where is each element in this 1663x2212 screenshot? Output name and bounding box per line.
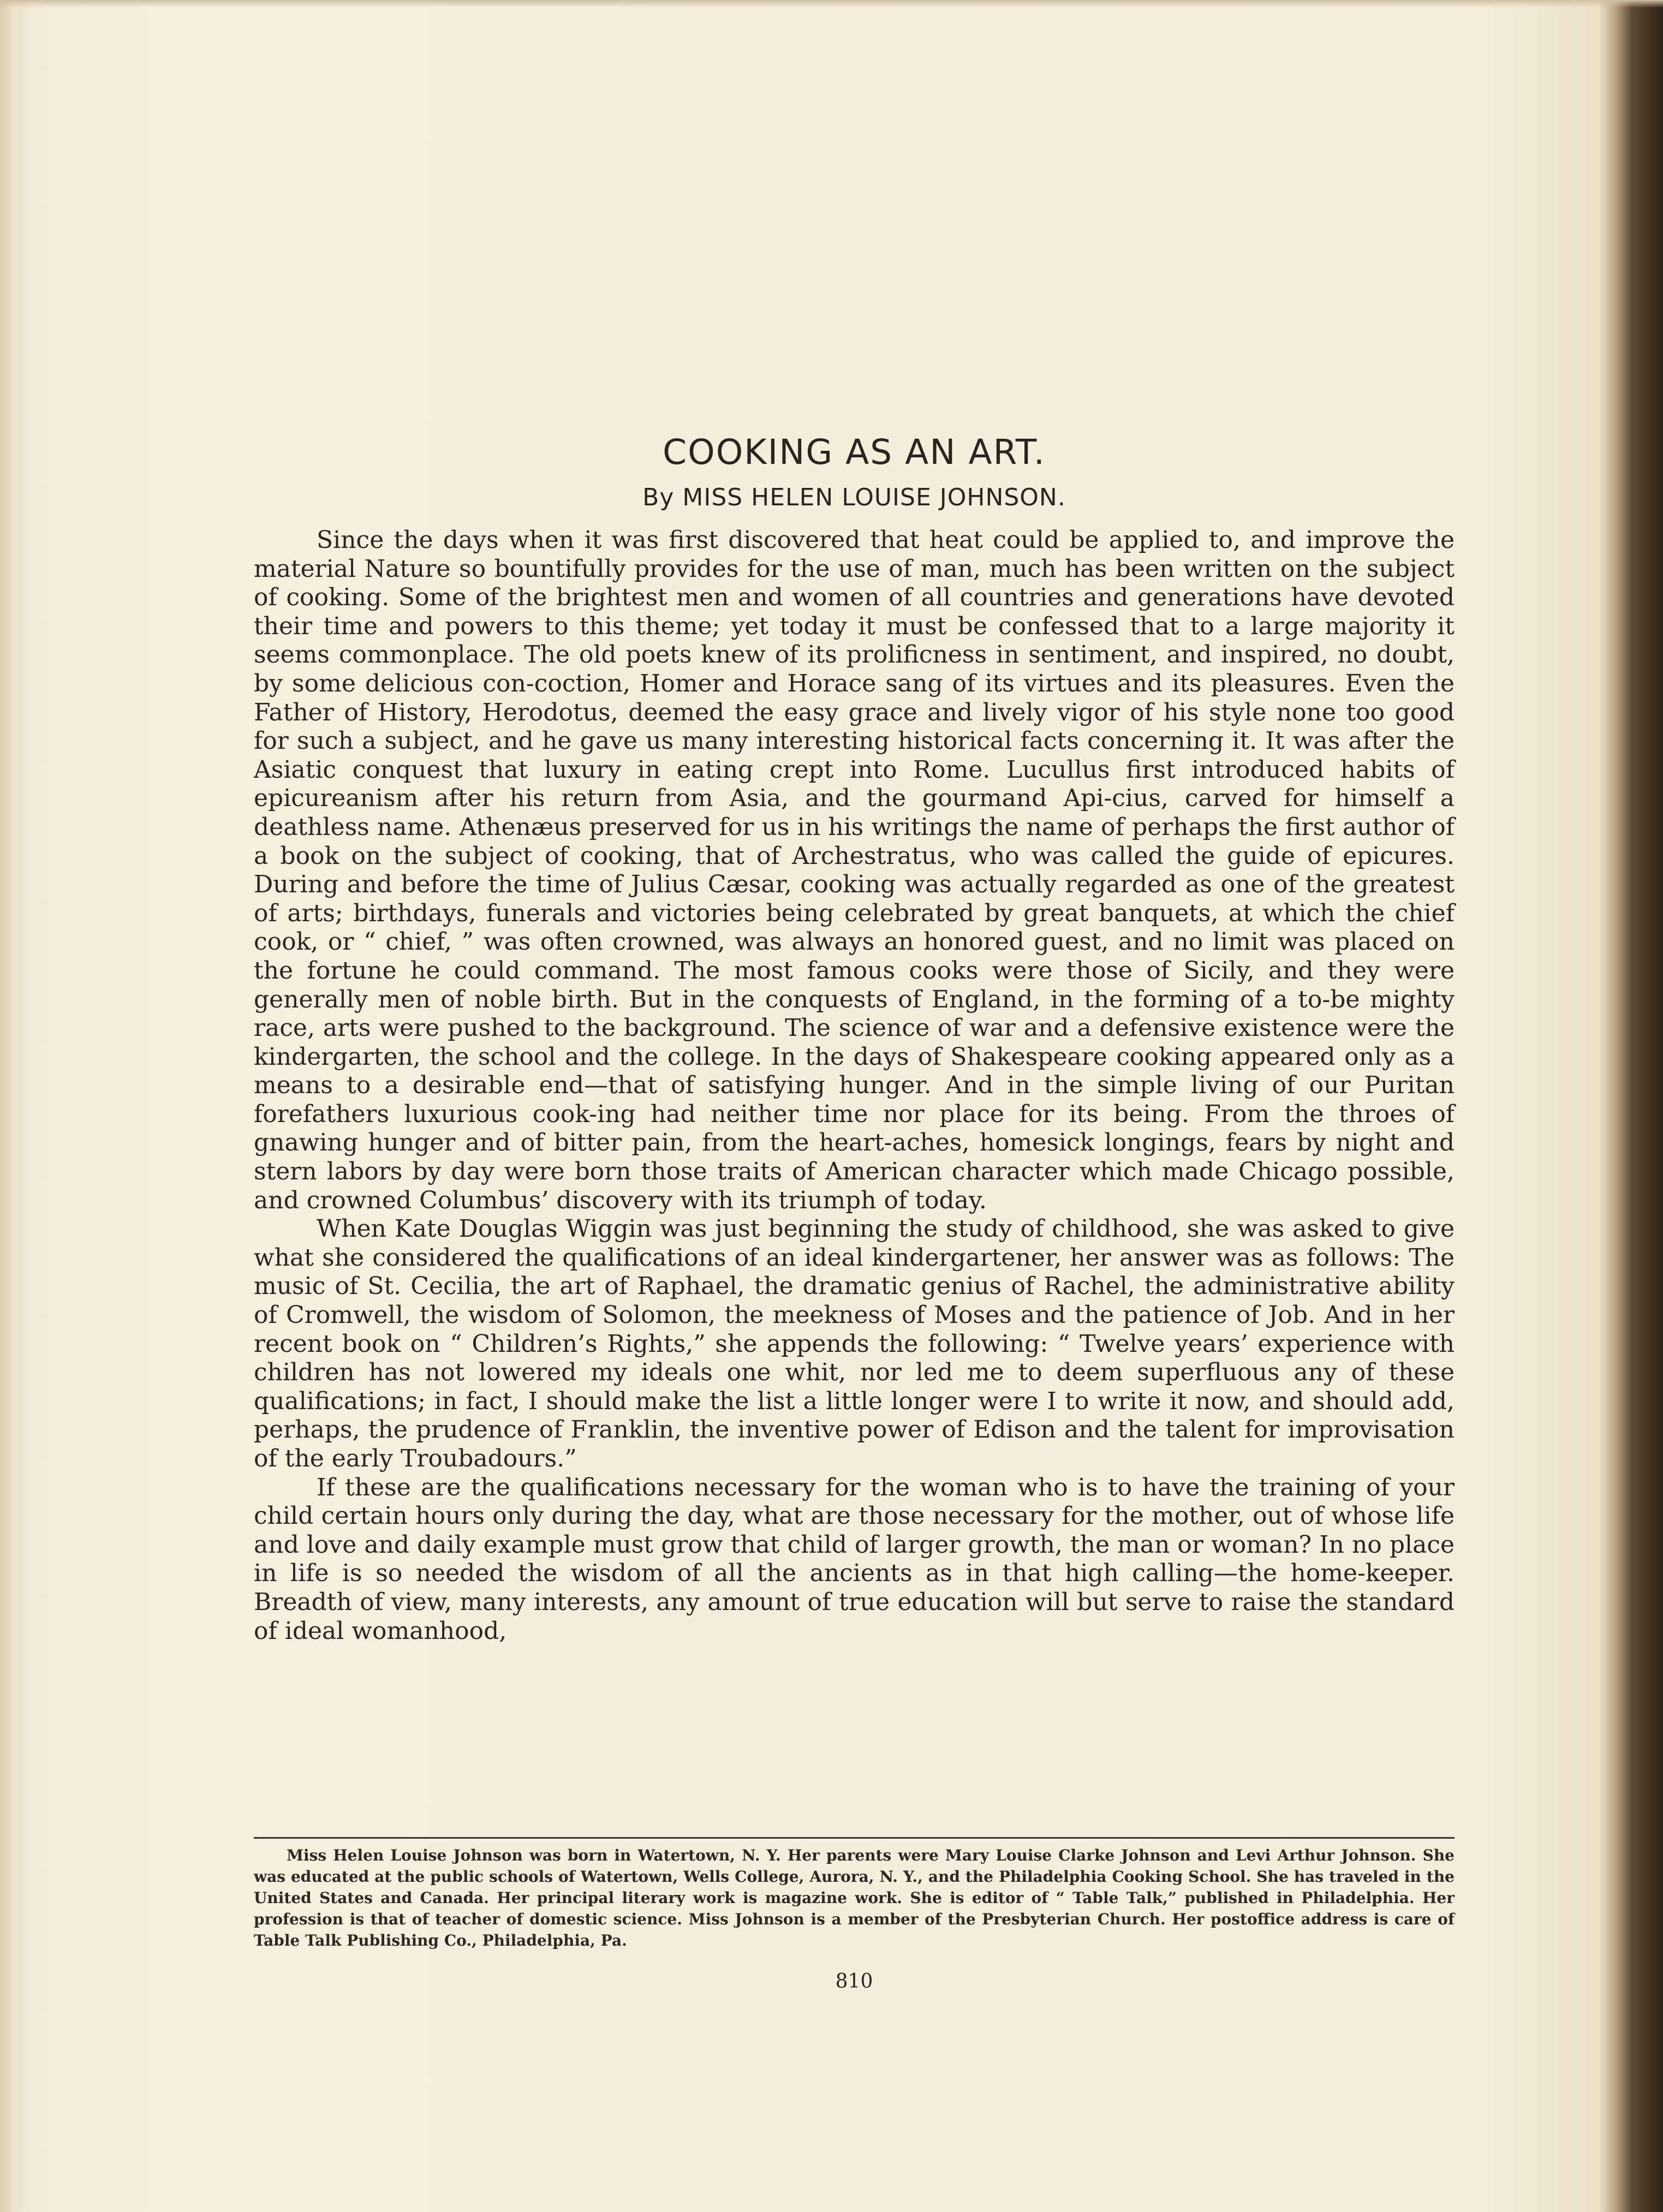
article-body [254,526,1455,1645]
footnote-divider [254,1837,1455,1839]
author-footnote: Miss Helen Louise Johnson was born in Watertown, N. Y. Her parents were Mary Louise Clarke Johnson and Levi Arthur Johnson. She was educated at the public schools of Watertown, Wells College, Aurora, N. Y., and the Philadelphia Cooking School. She has traveled in the United States and Canada. Her principal literary work is magazine work. She is editor of “ Table Talk,” published in Philadelphia. Her profession is that of teacher of domestic science. Miss Johnson is a member of the Presbyterian Church. Her postoffice address is care of Table Talk Publishing Co., Philadelphia, Pa. [254,1846,1455,1949]
article-byline: By MISS HELEN LOUISE JOHNSON. [642,484,1066,511]
page-top-shadow [0,0,1663,8]
page-number: 810 [835,1970,873,1993]
page-left-edge [0,0,12,2212]
paragraph-3: If these are the qualifications necessary for the woman who is to have the training of your child certain hours only during the day, what are those necessary for the mother, out of whose life and love and daily example must grow that child of larger growth, the man or woman? In no place in life is so needed the wisdom of all the ancients as in that high calling—the home-keeper. Breadth of view, many interests, any amount of true education will but serve to raise the standard of ideal womanhood, [254,1473,1455,1645]
paragraph-1: Since the days when it was first discovered that heat could be applied to, and improve the material Nature so bountifully provides for the use of man, much has been written on the subject of cooking. Some of the brightest men and women of all countries and generations have devoted their time and powers to this theme; yet today it must be confessed that to a large majority it seems commonplace. The old poets knew of its prolificness in sentiment, and inspired, no doubt, by some delicious con-coction, Homer and Horace sang of its virtues and its pleasures. Even the Father of History, Herodotus, deemed the easy grace and lively vigor of his style none too good for such a subject, and he gave us many interesting historical facts concerning it. It was after the Asiatic conquest that luxury in eating crept into Rome. Lucullus first introduced habits of epicureanism after his return from Asia, and the gourmand Api-cius, carved for himself a deathless name. Athenæus preserved for us in his writings the name of perhaps the first author of a book on the subject of cooking, that of Archestratus, who was called the guide of epicures. During and before the time of Julius Cæsar, cooking was actually regarded as one of the greatest of arts; birthdays, funerals and victories being celebrated by great banquets, at which the chief cook, or “ chief, ” was often crowned, was always an honored guest, and no limit was placed on the fortune he could command. The most famous cooks were those of Sicily, and they were generally men of noble birth. But in the conquests of England, in the forming of a to-be mighty race, arts were pushed to the background. The science of war and a defensive existence were the kindergarten, the school and the college. In the days of Shakespeare cooking appeared only as a means to a desirable end—that of satisfying hunger. And in the simple living of our Puritan forefathers luxurious cook-ing had neither time nor place for its being. From the throes of gnawing hunger and of bitter pain, from the heart-aches, homesick longings, fears by night and stern labors by day were born those traits of American character which made Chicago possible, and crowned Columbus’ discovery with its triumph of today. [254,526,1455,1214]
article-title: COOKING AS AN ART. [663,432,1046,472]
paragraph-2: When Kate Douglas Wiggin was just beginning the study of childhood, she was asked to give what she considered the qualifications of an ideal kindergartener, her answer was as follows: The music of St. Cecilia, the art of Raphael, the dramatic genius of Rachel, the administrative ability of Cromwell, the wisdom of Solomon, the meekness of Moses and the patience of Job. And in her recent book on “ Children’s Rights,” she appends the following: “ Twelve years’ experience with children has not lowered my ideals one whit, nor led me to deem superfluous any of these qualifications; in fact, I should make the list a little longer were I to write it now, and should add, perhaps, the prudence of Franklin, the inventive power of Edison and the talent for improvisation of the early Troubadours.” [254,1215,1455,1472]
